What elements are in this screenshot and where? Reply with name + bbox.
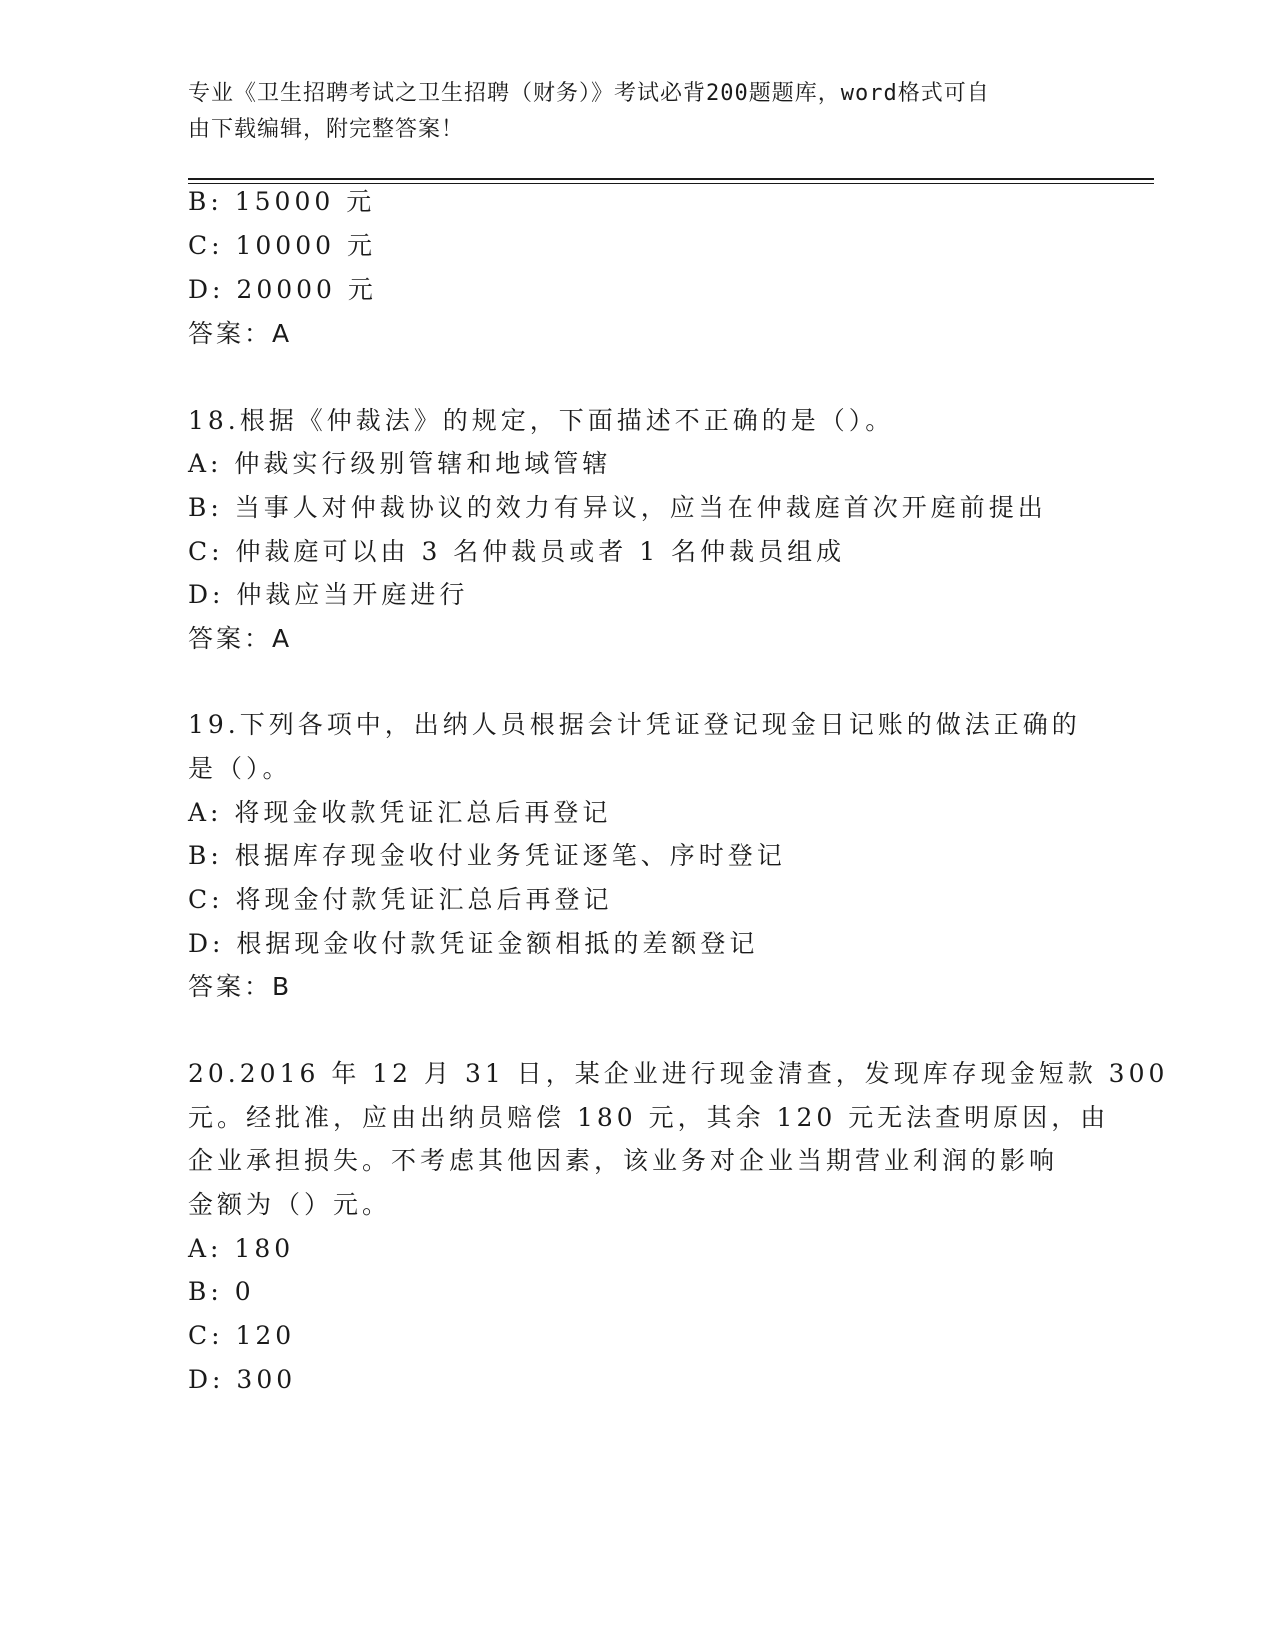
- header-line-1: 专业《卫生招聘考试之卫生招聘（财务）》考试必背200题题库，word格式可自: [188, 81, 990, 106]
- q20-stem-line-2: 元。经批准，应由出纳员赔偿 180 元，其余 120 元无法查明原因，由: [188, 1103, 1110, 1132]
- header-divider-thin: [188, 183, 1154, 184]
- document-header: [188, 76, 1068, 148]
- q18-answer: 答案：A: [188, 624, 293, 653]
- header-line-2: 由下载编辑，附完整答案！: [188, 117, 465, 142]
- q20-option-c: C: 120: [188, 1321, 296, 1350]
- q19-stem-line-1: 19.下列各项中，出纳人员根据会计凭证登记现金日记账的做法正确的: [188, 710, 1081, 739]
- q17-answer: 答案：A: [188, 319, 293, 348]
- q20-option-b: B: 0: [188, 1277, 255, 1306]
- q17-option-c: C: 10000 元: [188, 231, 376, 260]
- q19-option-a: A: 将现金收款凭证汇总后再登记: [188, 798, 612, 827]
- q20-stem-line-4: 金额为（）元。: [188, 1190, 392, 1219]
- q20-option-a: A: 180: [188, 1234, 295, 1263]
- q17-option-b: B: 15000 元: [188, 187, 376, 216]
- q18-option-a: A: 仲裁实行级别管辖和地域管辖: [188, 449, 612, 478]
- q20-option-d: D: 300: [188, 1365, 297, 1394]
- q19-answer: 答案：B: [188, 972, 293, 1001]
- q19-option-b: B: 根据库存现金收付业务凭证逐笔、序时登记: [188, 841, 786, 870]
- q19-option-c: C: 将现金付款凭证汇总后再登记: [188, 885, 613, 914]
- q20-stem-line-3: 企业承担损失。不考虑其他因素，该业务对企业当期营业利润的影响: [188, 1146, 1059, 1175]
- q19-option-d: D: 根据现金收付款凭证金额相抵的差额登记: [188, 929, 759, 958]
- q19-stem-line-2: 是（）。: [188, 754, 292, 783]
- q20-stem-line-1: 20.2016 年 12 月 31 日，某企业进行现金清查，发现库存现金短款 300: [188, 1059, 1169, 1088]
- q17-option-d: D: 20000 元: [188, 275, 377, 304]
- q18-option-c: C: 仲裁庭可以由 3 名仲裁员或者 1 名仲裁员组成: [188, 537, 846, 566]
- header-divider-thick: [188, 178, 1154, 180]
- q18-option-b: B: 当事人对仲裁协议的效力有异议，应当在仲裁庭首次开庭前提出: [188, 493, 1047, 522]
- q18-stem: 18.根据《仲裁法》的规定，下面描述不正确的是（）。: [188, 406, 895, 435]
- q18-option-d: D: 仲裁应当开庭进行: [188, 580, 469, 609]
